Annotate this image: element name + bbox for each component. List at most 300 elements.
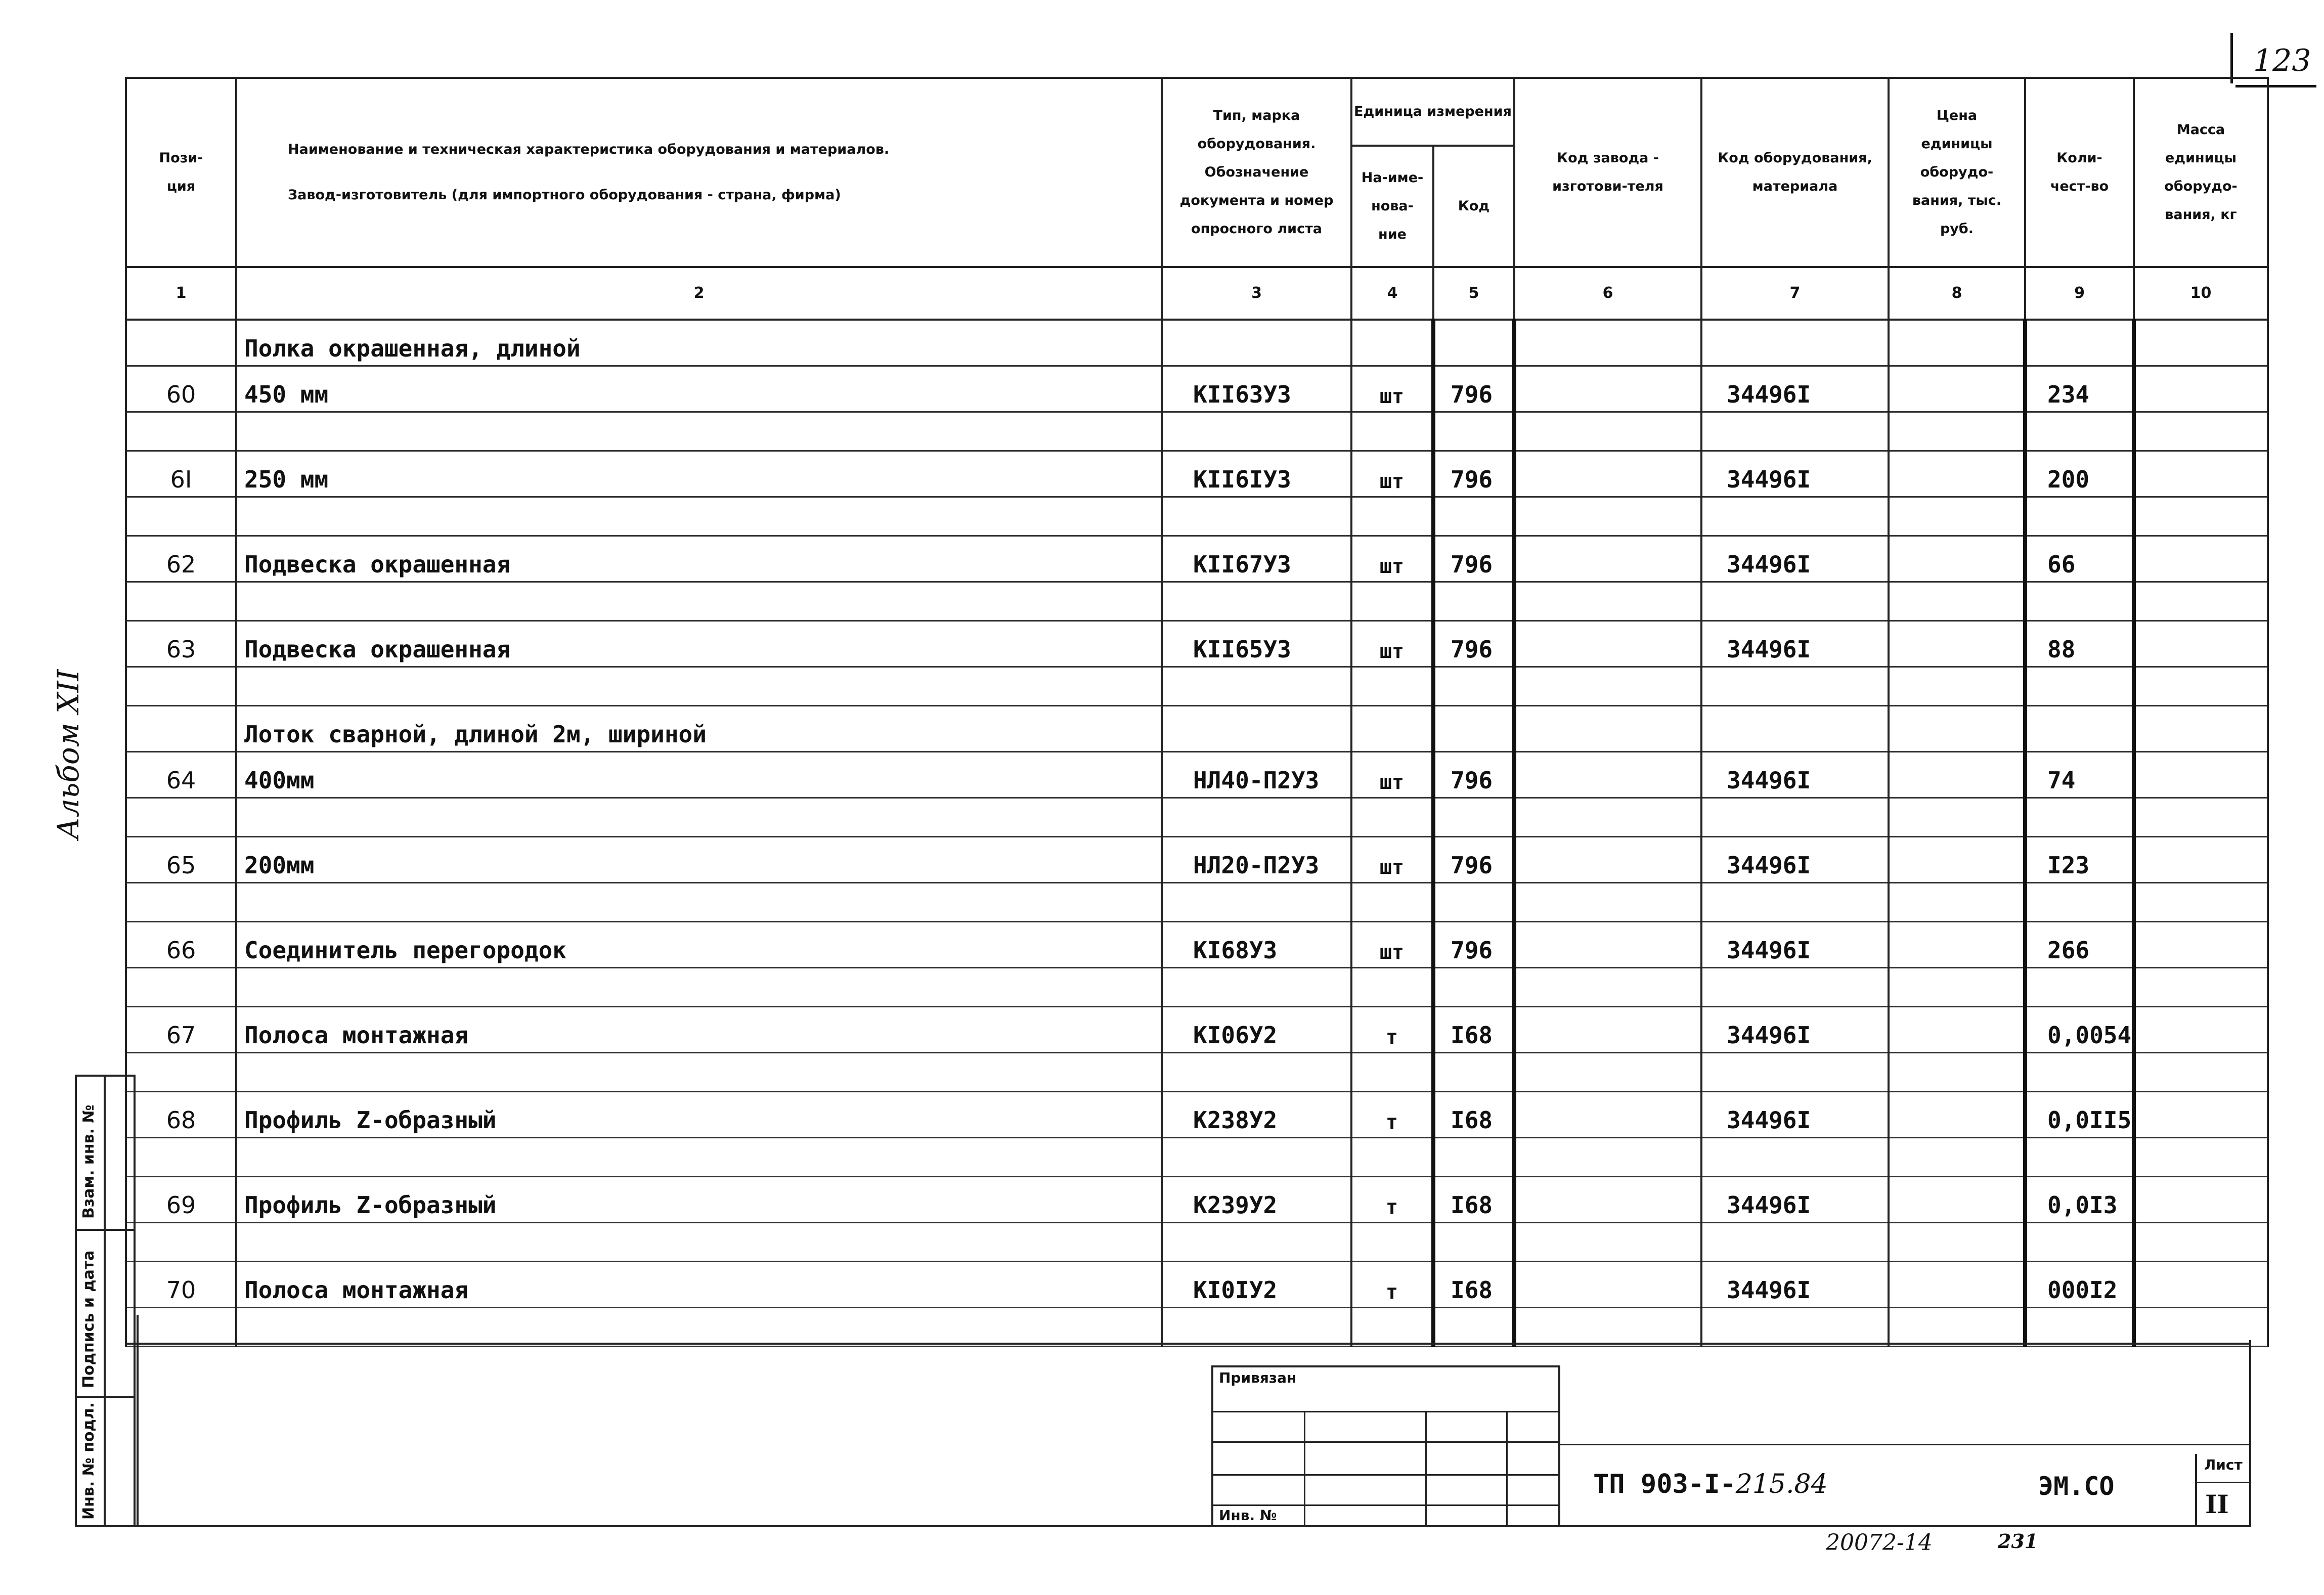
cell-material-code: 34496I (1701, 1007, 1889, 1053)
cell-empty (2134, 582, 2268, 621)
cell-empty (1162, 1138, 1351, 1177)
cell-empty (2025, 798, 2134, 837)
binding-label: Привязан (1219, 1369, 1297, 1386)
cell-material-code: 34496I (1701, 621, 1889, 667)
header-row (126, 78, 2268, 146)
table-row (126, 366, 2268, 412)
cell-empty (1514, 621, 1701, 667)
footer-code: 20072-14 (1826, 1530, 1933, 1556)
page-number-tick (2230, 33, 2233, 83)
column-number: 8 (1889, 267, 2025, 320)
cell-empty (1433, 497, 1514, 536)
cell-pos: 60 (126, 366, 236, 412)
cell-empty (1701, 1053, 1889, 1092)
cell-code: I68 (1433, 1177, 1514, 1223)
cell-empty (2134, 366, 2268, 412)
cell-empty (126, 883, 236, 922)
cell-code: 796 (1433, 366, 1514, 412)
binding-divider (1211, 1411, 1560, 1412)
cell-material-code: 34496I (1701, 1262, 1889, 1308)
cell-unit: шт (1351, 837, 1433, 883)
header-name-line2: Завод-изготовитель (для импортного оборудования - страна, фирма) (288, 187, 841, 203)
cell-empty (1433, 1223, 1514, 1262)
cell-empty (1514, 582, 1701, 621)
spacer-row (126, 497, 2268, 536)
cell-empty (1433, 667, 1514, 706)
binding-box (1211, 1365, 1560, 1527)
album-label: Альбом XII (51, 669, 85, 839)
cell-empty (1889, 412, 2025, 451)
stamp-strip-divider (75, 1396, 136, 1398)
cell-name: 450 мм (236, 366, 1162, 412)
cell-empty (2025, 1053, 2134, 1092)
cell-empty (1889, 706, 2025, 752)
cell-empty (1889, 752, 2025, 798)
cell-empty (1514, 1262, 1701, 1308)
cell-type: КI68У3 (1162, 922, 1351, 968)
cell-pos: 62 (126, 536, 236, 582)
table-row (126, 1007, 2268, 1053)
cell-qty (2025, 706, 2134, 752)
cell-empty (1889, 366, 2025, 412)
column-number: 4 (1351, 267, 1433, 320)
cell-empty (1889, 1262, 2025, 1308)
spacer-row (126, 1308, 2268, 1347)
column-number: 7 (1701, 267, 1889, 320)
cell-qty: 66 (2025, 536, 2134, 582)
cell-empty (2025, 1138, 2134, 1177)
cell-empty (1351, 1223, 1433, 1262)
table-row (126, 837, 2268, 883)
cell-empty (126, 582, 236, 621)
cell-empty (1701, 1308, 1889, 1347)
cell-empty (1351, 412, 1433, 451)
cell-type: КII65У3 (1162, 621, 1351, 667)
cell-material-code: 34496I (1701, 366, 1889, 412)
cell-name: Подвеска окрашенная (236, 621, 1162, 667)
cell-empty (1433, 1308, 1514, 1347)
cell-empty (2025, 412, 2134, 451)
cell-empty (236, 1308, 1162, 1347)
cell-empty (1162, 1223, 1351, 1262)
cell-empty (1162, 1053, 1351, 1092)
cell-empty (1889, 1138, 2025, 1177)
table-row (126, 922, 2268, 968)
cell-empty (1162, 412, 1351, 451)
cell-empty (1514, 1308, 1701, 1347)
header-type: Тип, марка оборудования. Обозначение документа и номер опросного листа (1162, 78, 1351, 267)
cell-unit: шт (1351, 752, 1433, 798)
cell-material-code: 34496I (1701, 922, 1889, 968)
cell-empty (2134, 536, 2268, 582)
header-maker-code: Код завода - изготови-теля (1514, 78, 1701, 267)
cell-code: 796 (1433, 837, 1514, 883)
cell-empty (2134, 497, 2268, 536)
cell-empty (236, 1138, 1162, 1177)
cell-pos: 67 (126, 1007, 236, 1053)
cell-empty (126, 497, 236, 536)
column-number: 9 (2025, 267, 2134, 320)
cell-empty (1433, 582, 1514, 621)
cell-unit (1351, 320, 1433, 366)
cell-type: КII67У3 (1162, 536, 1351, 582)
cell-empty (126, 798, 236, 837)
cell-empty (1351, 883, 1433, 922)
cell-name: Полка окрашенная, длиной (236, 320, 1162, 366)
cell-code: 796 (1433, 752, 1514, 798)
table-row (126, 1262, 2268, 1308)
cell-qty: 0,0I3 (2025, 1177, 2134, 1223)
cell-empty (2134, 621, 2268, 667)
cell-empty (126, 412, 236, 451)
cell-code: I68 (1433, 1007, 1514, 1053)
cell-unit (1351, 706, 1433, 752)
cell-empty (1701, 667, 1889, 706)
column-number: 10 (2134, 267, 2268, 320)
cell-empty (1701, 412, 1889, 451)
cell-empty (1514, 837, 1701, 883)
cell-empty (1889, 621, 2025, 667)
column-number: 1 (126, 267, 236, 320)
cell-empty (2134, 1308, 2268, 1347)
frame-left-line (137, 1315, 139, 1527)
cell-unit: т (1351, 1177, 1433, 1223)
spacer-row (126, 582, 2268, 621)
cell-unit: т (1351, 1262, 1433, 1308)
cell-empty (1433, 412, 1514, 451)
cell-empty (1889, 667, 2025, 706)
cell-name: Профиль Z-образный (236, 1177, 1162, 1223)
sheet-number: II (2205, 1489, 2229, 1519)
cell-qty: 000I2 (2025, 1262, 2134, 1308)
cell-empty (1351, 582, 1433, 621)
cell-qty (2025, 320, 2134, 366)
header-mass: Масса единицы оборудо-вания, кг (2134, 78, 2268, 267)
cell-code (1433, 706, 1514, 752)
cell-unit: шт (1351, 451, 1433, 497)
cell-empty (2025, 883, 2134, 922)
cell-empty (126, 1223, 236, 1262)
inventory-label: Инв. № (1219, 1507, 1277, 1524)
table-row (126, 1092, 2268, 1138)
header-unit-code: Код (1433, 146, 1514, 267)
binding-divider (1211, 1474, 1560, 1476)
cell-type: КI0IУ2 (1162, 1262, 1351, 1308)
cell-pos: 65 (126, 837, 236, 883)
cell-empty (1514, 667, 1701, 706)
cell-empty (1514, 1053, 1701, 1092)
cell-empty (1351, 667, 1433, 706)
cell-code: 796 (1433, 451, 1514, 497)
binding-vdivider (1506, 1411, 1508, 1527)
cell-code: I68 (1433, 1092, 1514, 1138)
table-body (126, 320, 2268, 1347)
spacer-row (126, 667, 2268, 706)
cell-name: 400мм (236, 752, 1162, 798)
cell-empty (1162, 1308, 1351, 1347)
cell-type (1162, 320, 1351, 366)
cell-empty (1162, 883, 1351, 922)
cell-empty (236, 798, 1162, 837)
cell-empty (1514, 1223, 1701, 1262)
cell-unit: т (1351, 1007, 1433, 1053)
cell-empty (2134, 1007, 2268, 1053)
cell-empty (2025, 667, 2134, 706)
cell-empty (1162, 798, 1351, 837)
cell-empty (1514, 798, 1701, 837)
cell-empty (1889, 1053, 2025, 1092)
table-row (126, 320, 2268, 366)
table-row (126, 451, 2268, 497)
document-suffix: ЭМ.СО (2038, 1472, 2115, 1501)
cell-name: Полоса монтажная (236, 1262, 1162, 1308)
cell-empty (1701, 798, 1889, 837)
cell-qty: 0,0054 (2025, 1007, 2134, 1053)
cell-empty (2134, 1177, 2268, 1223)
cell-pos: 66 (126, 922, 236, 968)
cell-empty (1351, 497, 1433, 536)
cell-empty (2134, 922, 2268, 968)
cell-empty (1889, 922, 2025, 968)
cell-empty (1514, 320, 1701, 366)
cell-empty (1514, 1092, 1701, 1138)
cell-type: К239У2 (1162, 1177, 1351, 1223)
cell-empty (2025, 1223, 2134, 1262)
cell-material-code (1701, 320, 1889, 366)
cell-empty (1889, 1223, 2025, 1262)
cell-name: Профиль Z-образный (236, 1092, 1162, 1138)
table-row (126, 1177, 2268, 1223)
cell-pos (126, 320, 236, 366)
cell-empty (1514, 1007, 1701, 1053)
cell-empty (2134, 412, 2268, 451)
stamp-replace-inventory: Взам. инв. № (80, 1104, 98, 1219)
cell-empty (1889, 320, 2025, 366)
cell-empty (1889, 883, 2025, 922)
cell-empty (2134, 1138, 2268, 1177)
cell-empty (1514, 536, 1701, 582)
frame-base-line (76, 1525, 2251, 1527)
cell-pos: 6I (126, 451, 236, 497)
cell-empty (1514, 412, 1701, 451)
header-quantity: Коли-чест-во (2025, 78, 2134, 267)
cell-empty (2134, 968, 2268, 1007)
cell-empty (2134, 1053, 2268, 1092)
cell-pos: 70 (126, 1262, 236, 1308)
stamp-inventory-original: Инв. № подл. (80, 1402, 98, 1520)
page-number: 123 (2253, 43, 2311, 78)
cell-empty (236, 968, 1162, 1007)
cell-qty: 200 (2025, 451, 2134, 497)
cell-qty: 74 (2025, 752, 2134, 798)
header-name (236, 78, 1162, 267)
cell-empty (236, 412, 1162, 451)
cell-empty (1514, 752, 1701, 798)
binding-vdivider (1425, 1411, 1427, 1527)
binding-divider (1211, 1504, 1560, 1506)
spacer-row (126, 1223, 2268, 1262)
binding-vdivider (1304, 1411, 1305, 1527)
column-number: 3 (1162, 267, 1351, 320)
cell-empty (236, 1223, 1162, 1262)
cell-empty (1889, 497, 2025, 536)
cell-empty (2134, 451, 2268, 497)
cell-empty (1889, 1007, 2025, 1053)
cell-empty (126, 1138, 236, 1177)
cell-empty (1701, 497, 1889, 536)
cell-empty (2134, 1092, 2268, 1138)
cell-empty (236, 497, 1162, 536)
sheet-divider (2195, 1482, 2251, 1483)
sheet-label: Лист (2204, 1456, 2243, 1473)
cell-unit: шт (1351, 366, 1433, 412)
footer-mark: 231 (1998, 1530, 2038, 1553)
cell-qty: 0,0II5 (2025, 1092, 2134, 1138)
cell-empty (1162, 497, 1351, 536)
cell-empty (2134, 1223, 2268, 1262)
cell-empty (1889, 1177, 2025, 1223)
cell-empty (2025, 582, 2134, 621)
table-bottom-line (125, 1343, 2249, 1345)
table-row (126, 706, 2268, 752)
cell-empty (1889, 536, 2025, 582)
header-position: Пози- ция (126, 78, 236, 267)
spacer-row (126, 798, 2268, 837)
cell-pos: 69 (126, 1177, 236, 1223)
cell-code: 796 (1433, 621, 1514, 667)
cell-empty (1889, 837, 2025, 883)
cell-empty (236, 667, 1162, 706)
cell-empty (1351, 1053, 1433, 1092)
cell-empty (1433, 968, 1514, 1007)
cell-empty (2134, 667, 2268, 706)
cell-empty (126, 968, 236, 1007)
cell-empty (1433, 798, 1514, 837)
spacer-row (126, 1053, 2268, 1092)
table-row (126, 536, 2268, 582)
cell-name: 200мм (236, 837, 1162, 883)
cell-empty (2134, 752, 2268, 798)
cell-empty (236, 582, 1162, 621)
spacer-row (126, 412, 2268, 451)
cell-qty: I23 (2025, 837, 2134, 883)
cell-empty (1514, 451, 1701, 497)
cell-empty (2025, 497, 2134, 536)
cell-empty (2025, 968, 2134, 1007)
cell-empty (1351, 1138, 1433, 1177)
cell-code: 796 (1433, 536, 1514, 582)
cell-empty (1351, 1308, 1433, 1347)
cell-empty (236, 883, 1162, 922)
cell-empty (1514, 968, 1701, 1007)
document-code-handwritten: 215.84 (1735, 1469, 1828, 1499)
cell-empty (1701, 883, 1889, 922)
cell-empty (2134, 883, 2268, 922)
cell-pos (126, 706, 236, 752)
cell-empty (1514, 883, 1701, 922)
cell-material-code: 34496I (1701, 837, 1889, 883)
cell-empty (1889, 1308, 2025, 1347)
cell-empty (126, 1308, 236, 1347)
cell-material-code: 34496I (1701, 536, 1889, 582)
cell-empty (1701, 1138, 1889, 1177)
header-price: Цена единицы оборудо-вания, тыс. руб. (1889, 78, 2025, 267)
cell-qty: 266 (2025, 922, 2134, 968)
cell-name: Соединитель перегородок (236, 922, 1162, 968)
stamp-strip-divider (104, 1075, 106, 1527)
cell-empty (1889, 798, 2025, 837)
column-number: 5 (1433, 267, 1514, 320)
cell-type: КI06У2 (1162, 1007, 1351, 1053)
cell-material-code: 34496I (1701, 752, 1889, 798)
cell-empty (1514, 497, 1701, 536)
cell-code: I68 (1433, 1262, 1514, 1308)
cell-empty (1514, 922, 1701, 968)
cell-empty (1514, 366, 1701, 412)
cell-empty (2134, 706, 2268, 752)
column-number-row (126, 267, 2268, 320)
cell-unit: шт (1351, 922, 1433, 968)
cell-empty (1889, 968, 2025, 1007)
cell-name: Лоток сварной, длиной 2м, шириной (236, 706, 1162, 752)
stamp-signature-date: Подпись и дата (80, 1250, 98, 1388)
cell-material-code (1701, 706, 1889, 752)
cell-empty (1514, 1138, 1701, 1177)
cell-empty (1889, 1092, 2025, 1138)
cell-empty (1162, 968, 1351, 1007)
table-row (126, 752, 2268, 798)
cell-pos: 63 (126, 621, 236, 667)
header-unit-group: Единица измерения (1351, 78, 1514, 146)
binding-divider (1211, 1441, 1560, 1443)
cell-empty (126, 1053, 236, 1092)
cell-empty (1433, 1138, 1514, 1177)
spacer-row (126, 1138, 2268, 1177)
cell-type: НЛ40-П2У3 (1162, 752, 1351, 798)
cell-empty (236, 1053, 1162, 1092)
cell-name: Полоса монтажная (236, 1007, 1162, 1053)
cell-empty (1701, 582, 1889, 621)
cell-unit: шт (1351, 536, 1433, 582)
cell-empty (2134, 798, 2268, 837)
cell-unit: т (1351, 1092, 1433, 1138)
spacer-row (126, 883, 2268, 922)
column-number: 6 (1514, 267, 1701, 320)
cell-empty (1162, 667, 1351, 706)
spacer-row (126, 968, 2268, 1007)
cell-empty (1514, 1177, 1701, 1223)
cell-name: Подвеска окрашенная (236, 536, 1162, 582)
cell-code: 796 (1433, 922, 1514, 968)
cell-qty: 234 (2025, 366, 2134, 412)
cell-empty (1514, 706, 1701, 752)
cell-empty (126, 667, 236, 706)
cell-code (1433, 320, 1514, 366)
cell-empty (2025, 1308, 2134, 1347)
cell-empty (1162, 582, 1351, 621)
cell-material-code: 34496I (1701, 1177, 1889, 1223)
cell-material-code: 34496I (1701, 451, 1889, 497)
cell-pos: 68 (126, 1092, 236, 1138)
cell-empty (2134, 837, 2268, 883)
document-code-prefix: ТП 903-I- (1593, 1469, 1736, 1499)
header-unit-name: На-име-нова-ние (1351, 146, 1433, 267)
column-number: 2 (236, 267, 1162, 320)
cell-unit: шт (1351, 621, 1433, 667)
title-block-divider (1560, 1444, 2251, 1445)
cell-empty (1351, 798, 1433, 837)
header-name-line1: Наименование и техническая характеристика оборудования и материалов. (288, 142, 890, 157)
